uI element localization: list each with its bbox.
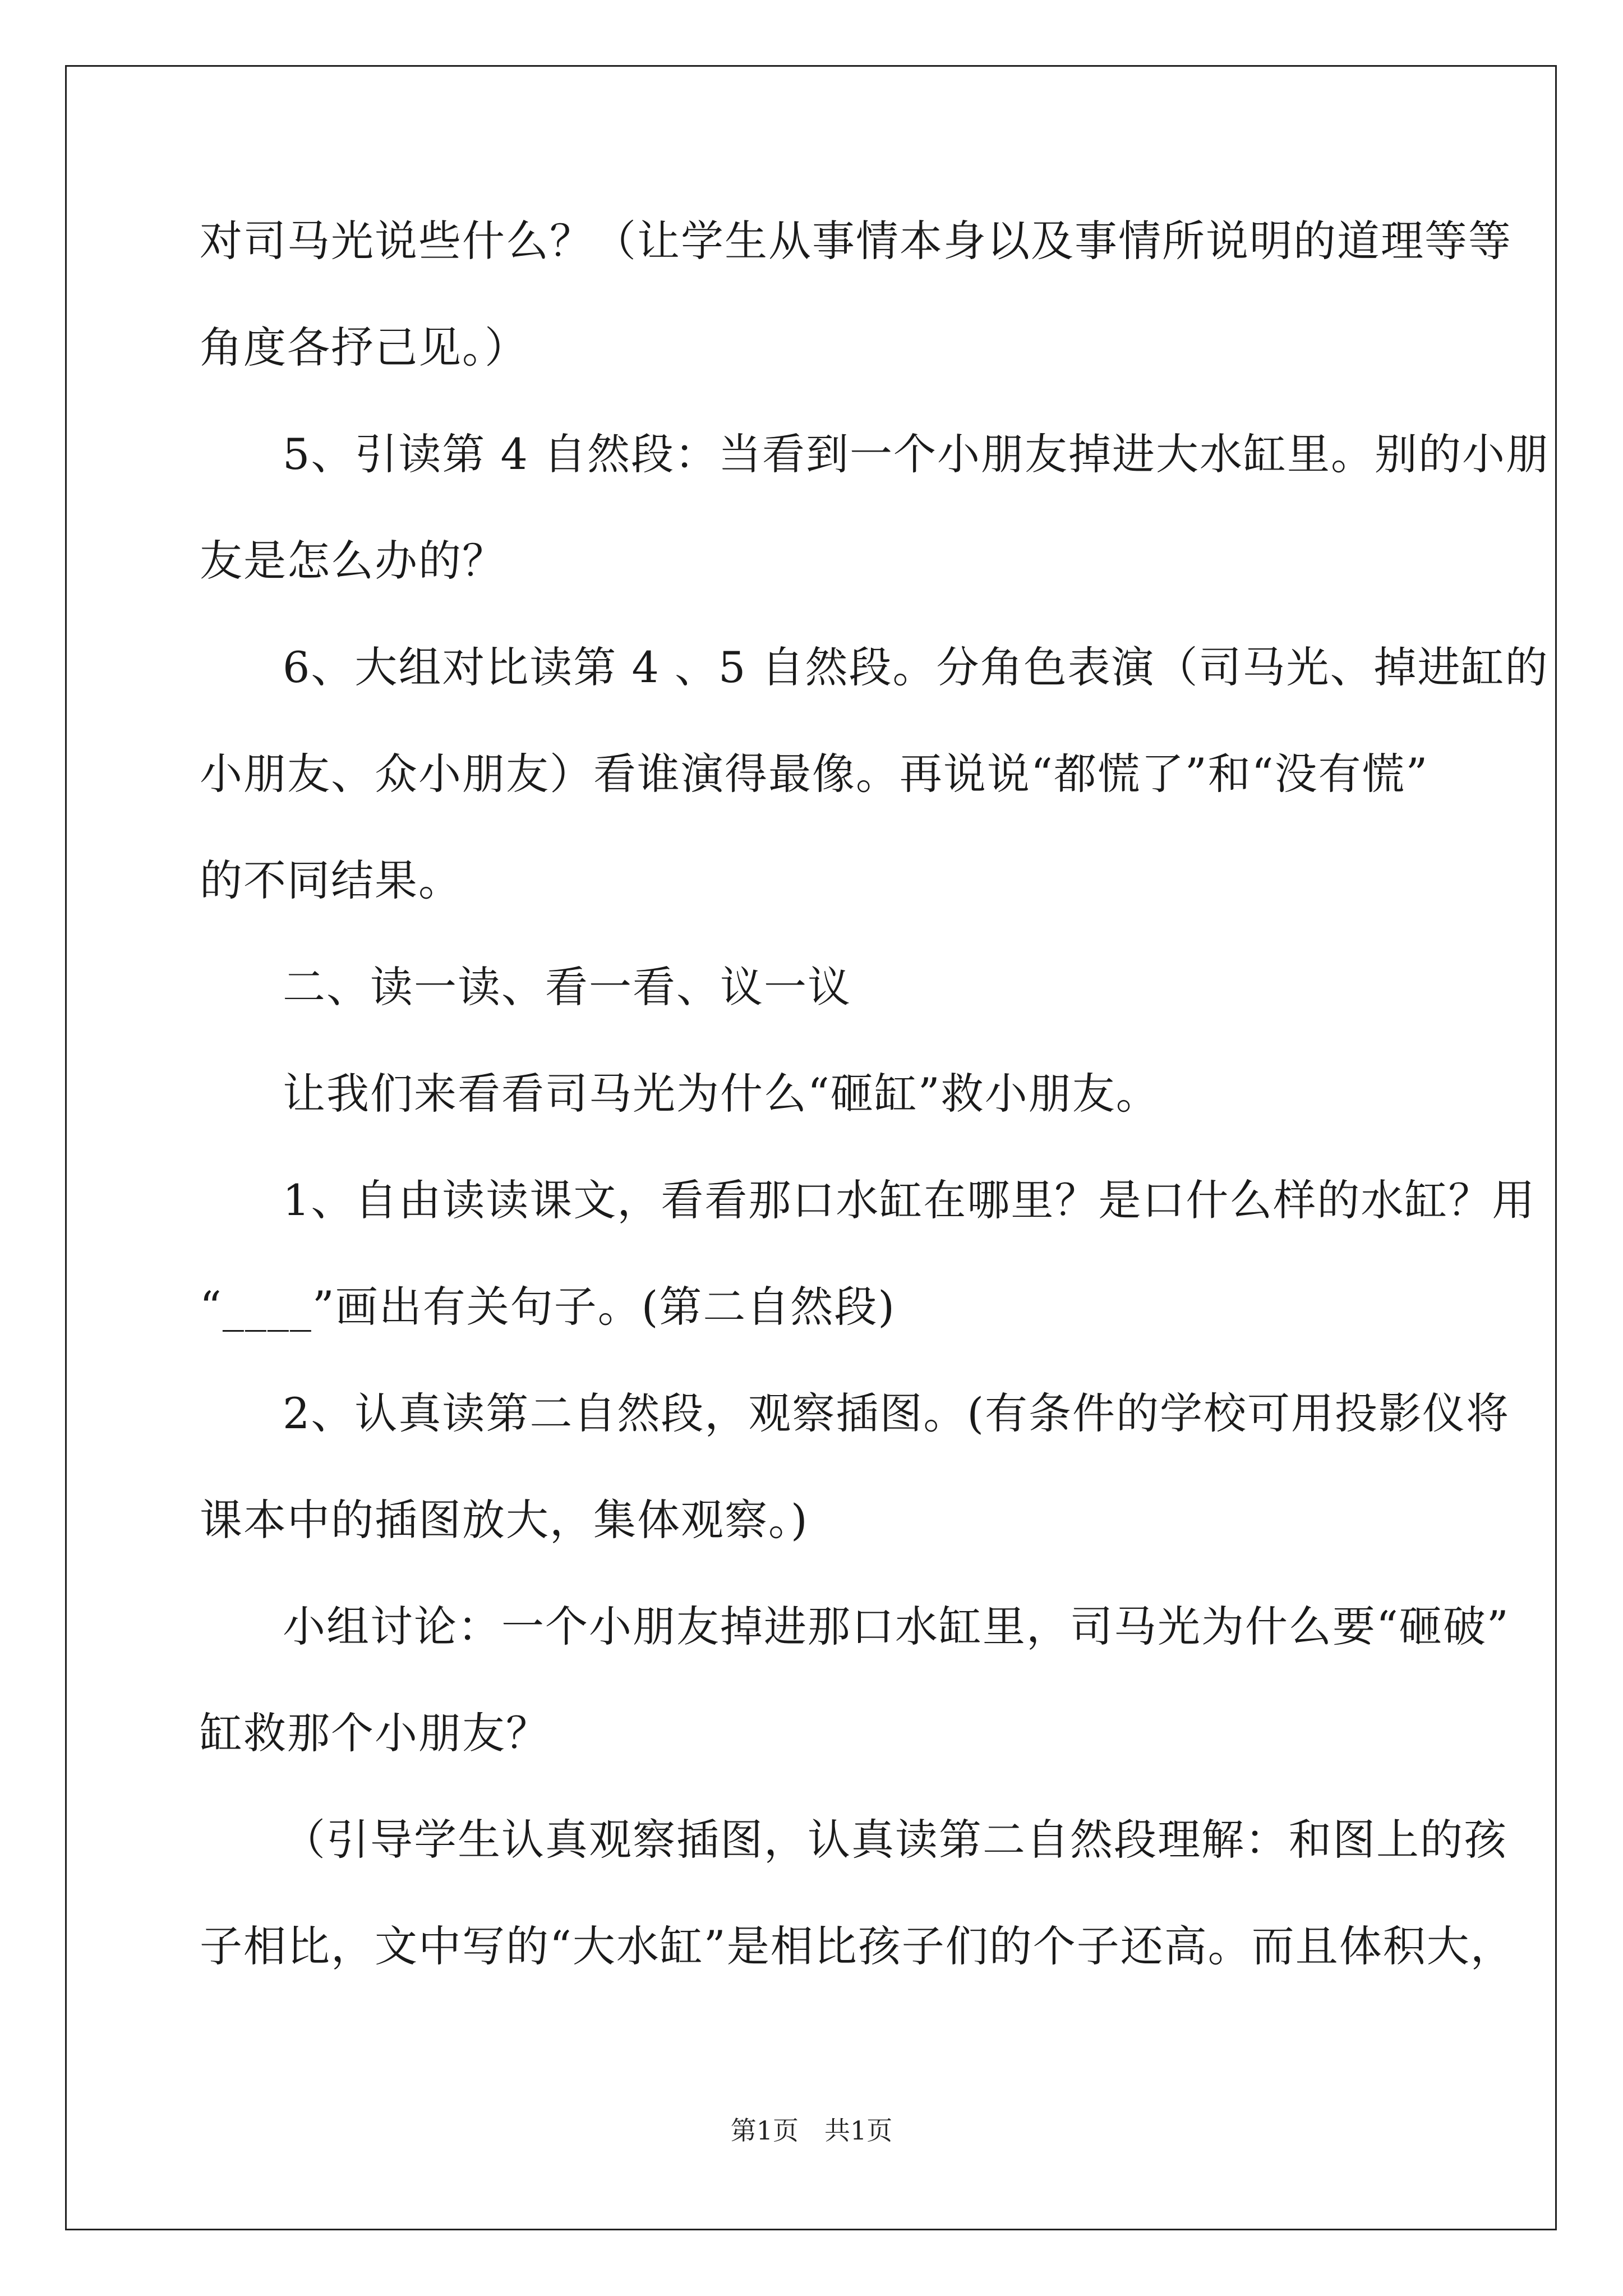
text-line: 6、大组对比读第 4 、5 自然段。分角色表演（司马光、掉进缸的: [283, 642, 1549, 692]
text-line: 5、引读第 4 自然段：当看到一个小朋友掉进大水缸里。别的小朋: [283, 429, 1550, 479]
text-line: 2、认真读第二自然段，观察插图。(有条件的学校可用投影仪将: [283, 1388, 1510, 1438]
text-line: （引导学生认真观察插图，认真读第二自然段理解：和图上的孩: [283, 1815, 1507, 1865]
text-line: 1、自由读读课文，看看那口水缸在哪里？是口什么样的水缸？用: [283, 1175, 1536, 1225]
text-line: “____”画出有关句子。(第二自然段): [200, 1282, 896, 1332]
text-line: 的不同结果。: [200, 855, 462, 905]
text-line: 友是怎么办的？: [200, 536, 506, 586]
text-line: 让我们来看看司马光为什么“砸缸”救小朋友。: [283, 1069, 1160, 1119]
page-border: [65, 65, 1557, 2230]
text-line: 子相比，文中写的“大水缸”是相比孩子们的个子还高。而且体积大，: [200, 1921, 1514, 1971]
text-line: 角度各抒己见。）: [200, 323, 528, 372]
section-heading: 二、读一读、看一看、议一议: [283, 962, 851, 1012]
text-line: 小组讨论：一个小朋友掉进那口水缸里，司马光为什么要“砸破”: [283, 1602, 1510, 1651]
text-line: 缸救那个小朋友？: [200, 1708, 550, 1758]
page-number-footer: 第1页 共1页: [730, 2115, 893, 2146]
text-line: 小朋友、众小朋友）看谁演得最像。再说说“都慌了”和“没有慌”: [200, 749, 1429, 799]
text-line: 课本中的插图放大，集体观察。): [200, 1495, 809, 1545]
text-line: 对司马光说些什么？（让学生从事情本身以及事情所说明的道理等等: [200, 216, 1512, 266]
